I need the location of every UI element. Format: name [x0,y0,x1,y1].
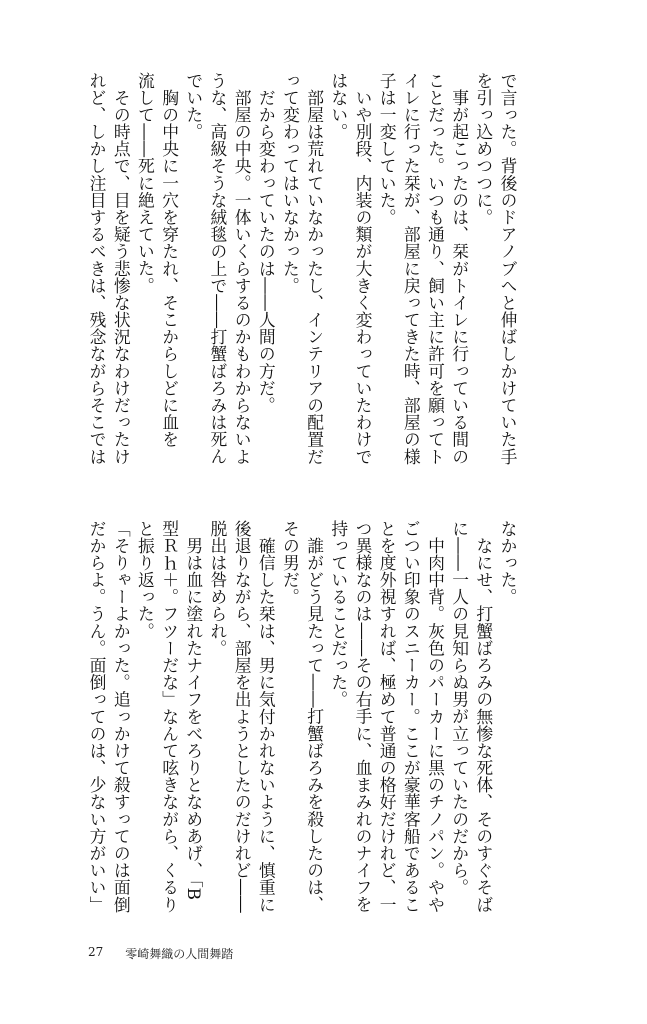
page-number: 27 [88,945,104,959]
upper-block-line: で言った。背後のドアノブへと伸ばしかけていた手 [498,72,518,466]
lower-block-line: ごつい印象のスニーカー。ここが豪華客船であるこ [401,520,422,914]
lower-block-line: 誰がどう見たって――打蟹ばろみを殺したのは、 [304,520,325,914]
lower-block-line: 持っていることだった。 [328,520,349,708]
text-block-upper [86,72,521,502]
upper-block-line: 部屋の中央。一体いくらするのかもわからないよ [232,72,253,466]
upper-block-line: いや別段、内装の類が大きく変わっていたわけで [352,72,373,466]
upper-block-line: 事が起こったのは、栞がトイレに行っている間の [449,72,470,466]
lower-block-line: その男だ。 [280,520,301,606]
lower-block-line: に――一人の見知らぬ男が立っていたのだから。 [449,520,470,896]
upper-block-line: を引っ込めつつに。 [473,72,494,226]
upper-block-line: 部屋は荒れていなかったし、インテリアの配置だ [304,72,325,466]
lower-block-line: 男は血に塗れたナイフをべろりとなめあげ、「B [183,520,204,901]
upper-block-line: うな、高級そうな絨毯の上で――打蟹ばろみは死ん [207,72,228,466]
lower-block-line: 「そりゃーよかった。追っかけて殺すってのは面倒 [111,520,132,914]
upper-block-line: って変わってはいなかった。 [280,72,301,295]
lower-block-line: つ異様なのは――その右手に、血まみれのナイフを [352,520,373,914]
lower-block-line: なにせ、打蟹ばろみの無惨な死体、そのすぐそば [473,520,494,914]
lower-block-line: とを度外視すれば、極めて普通の格好だけれど、一 [377,520,398,914]
lower-block-line: なかった。 [498,520,518,606]
running-title: 零崎舞織の人間舞踏 [125,947,234,961]
lower-block-line: 確信した栞は、男に気付かれないように、慎重に [256,520,277,914]
lower-block-line: と振り返った。 [135,520,156,640]
upper-block-line: 胸の中央に一穴を穿たれ、そこからしどに血を [159,72,180,448]
upper-block-line: 子は一変していた。 [377,72,398,226]
page-footer [88,945,233,962]
lower-block-line: 脱出は咎められ。 [207,520,228,657]
upper-block-line: イレに行った栞が、部屋に戻ってきた時、部屋の様 [401,72,422,466]
upper-block-line: 流して――死に絶えていた。 [135,72,156,295]
lower-block-line: 中肉中背。灰色のパーカーに黒のチノパン。やや [425,520,446,914]
lower-block-line: 型Ｒｈ＋。フツーだな」なんて呟きながら、くるり [159,520,180,914]
upper-block-line: はない。 [328,72,349,141]
upper-block-line: れど、しかし注目するべきは、残念ながらそこでは [87,72,108,466]
upper-block-line: だから変わっていたのは――人間の方だ。 [256,72,277,414]
lower-block-line: だからよ。うん。面倒ってのは、少ない方がいい」 [87,520,108,914]
upper-block-line: その時点で、目を疑う悲惨な状況なわけだったけ [111,72,132,466]
upper-block-line: ことだった。いつも通り、飼い主に許可を願ってト [425,72,446,466]
lower-block-line: 後退りながら、部屋を出ようとしたのだけれど―― [232,520,253,914]
upper-block-line: でいた。 [183,72,204,141]
text-block-lower [86,520,521,950]
